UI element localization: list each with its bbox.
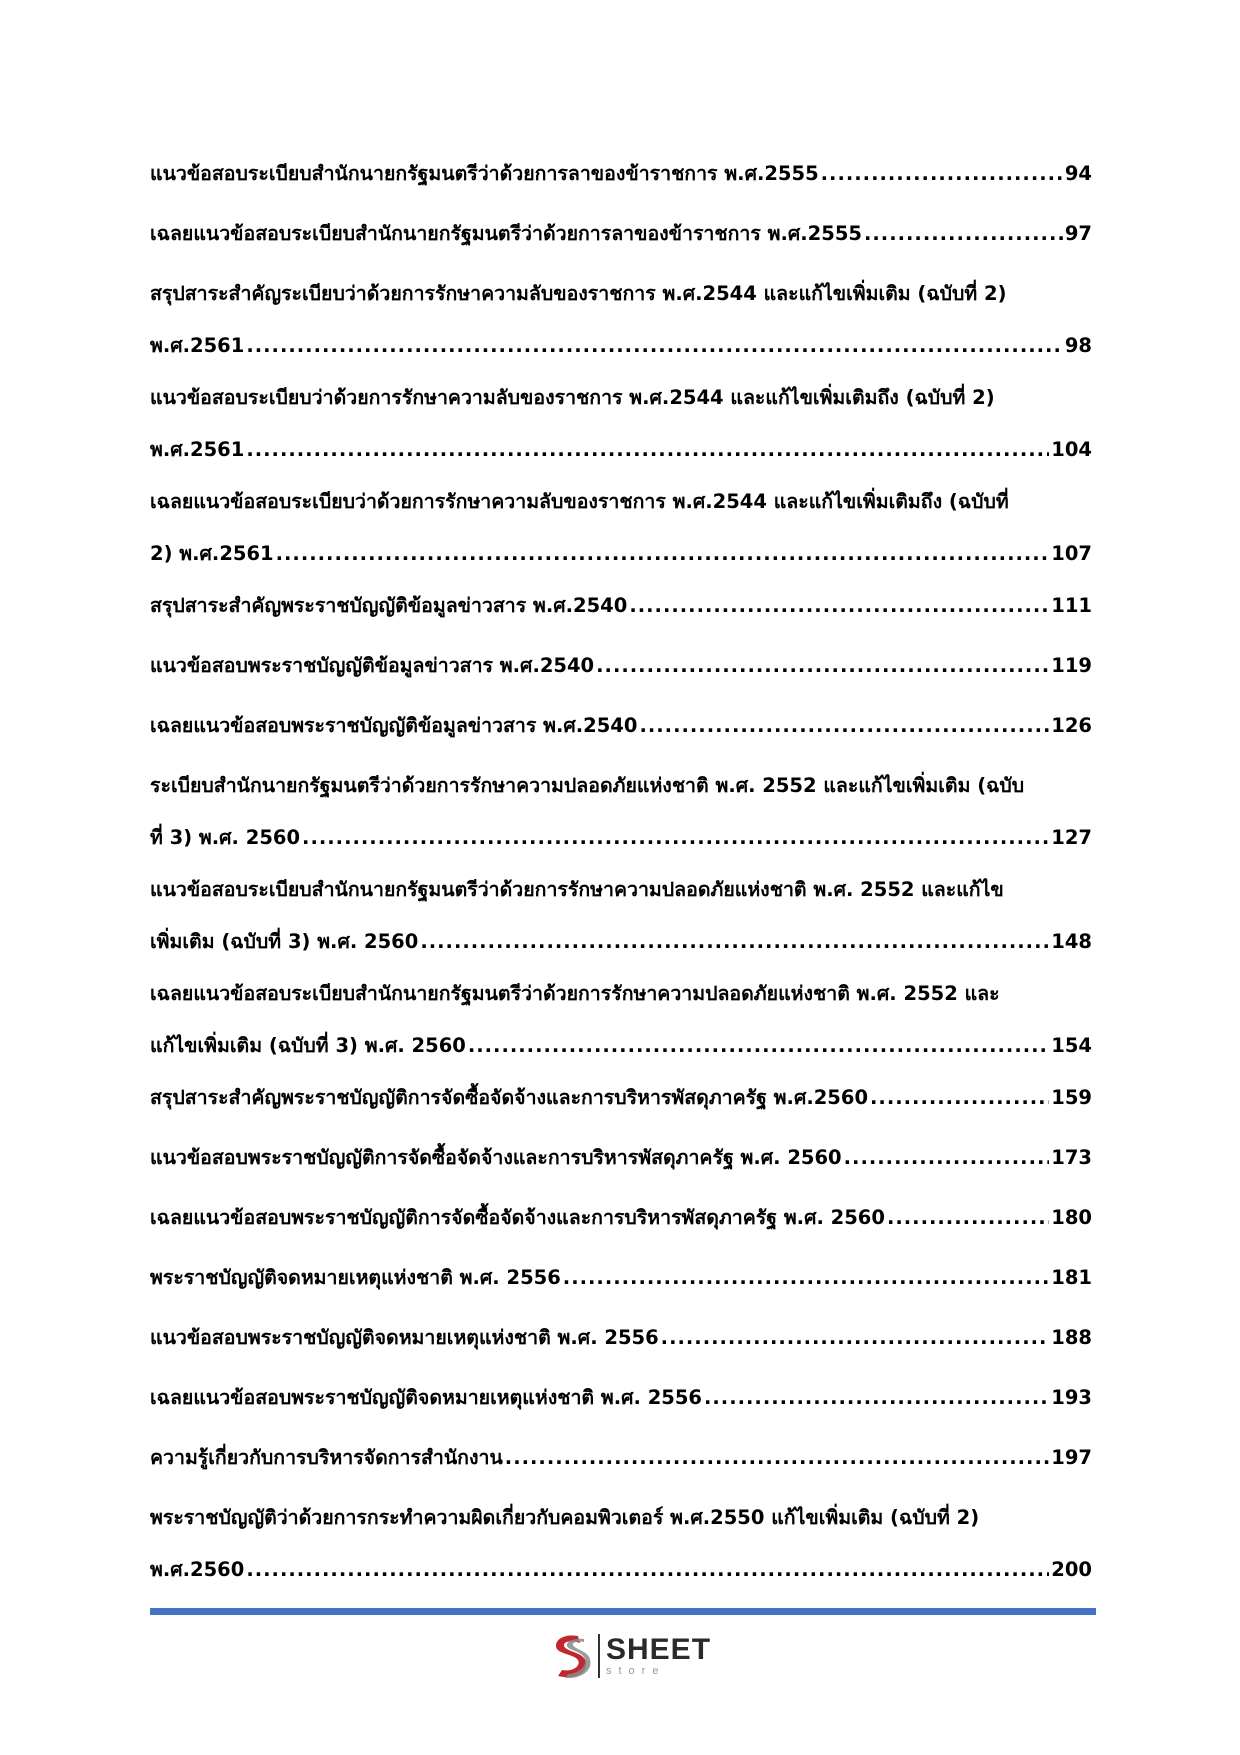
toc-entry-page: 159 — [1051, 1086, 1092, 1109]
dot-leader — [661, 1312, 1050, 1364]
toc-entry-page: 197 — [1051, 1446, 1092, 1469]
toc-entry[interactable] — [150, 640, 1092, 692]
toc-entry[interactable] — [150, 1492, 1092, 1596]
toc-entry-title: เฉลยแนวข้อสอบพระราชบัญญัติการจัดซื้อจัดจ้างและการบริหารพัสดุภาครัฐ พ.ศ. 2560 — [150, 1206, 885, 1229]
toc-entry[interactable] — [150, 1312, 1092, 1364]
dot-leader — [870, 1072, 1049, 1124]
toc-entry[interactable] — [150, 1372, 1092, 1424]
footer-rule — [150, 1608, 1096, 1615]
toc-entry-title: เฉลยแนวข้อสอบระเบียบสำนักนายกรัฐมนตรีว่าด้วยการลาของข้าราชการ พ.ศ.2555 — [150, 222, 862, 245]
dot-leader — [246, 320, 1063, 372]
dot-leader — [276, 528, 1050, 580]
brand-name: SHEET — [606, 1633, 712, 1666]
toc-entry-page: 173 — [1051, 1146, 1092, 1169]
dot-leader — [596, 640, 1049, 692]
toc-entry-page: 98 — [1064, 334, 1092, 357]
toc-entry-title: เฉลยแนวข้อสอบพระราชบัญญัติข้อมูลข่าวสาร พ.ศ.2540 — [150, 714, 638, 737]
toc-entry[interactable] — [150, 476, 1092, 580]
dot-leader — [302, 812, 1049, 864]
toc-entry[interactable] — [150, 1192, 1092, 1244]
toc-entry-page: 148 — [1051, 930, 1092, 953]
toc-entry-title: ระเบียบสำนักนายกรัฐมนตรีว่าด้วยการรักษาความปลอดภัยแห่งชาติ พ.ศ. 2552 และแก้ไขเพิ่มเติม (ฉบับ — [150, 774, 1025, 797]
toc-entry-title: แนวข้อสอบระเบียบสำนักนายกรัฐมนตรีว่าด้วยการลาของข้าราชการ พ.ศ.2555 — [150, 162, 819, 185]
toc-entry[interactable] — [150, 1252, 1092, 1304]
toc-entry[interactable] — [150, 700, 1092, 752]
dot-leader — [246, 1544, 1049, 1596]
toc-entry-page: 94 — [1064, 162, 1092, 185]
dot-leader — [704, 1372, 1049, 1424]
dot-leader — [844, 1132, 1050, 1184]
dot-leader — [864, 208, 1063, 260]
dot-leader — [821, 148, 1063, 200]
toc-entry-title-cont: เพิ่มเติม (ฉบับที่ 3) พ.ศ. 2560 — [150, 930, 419, 953]
dot-leader — [629, 580, 1049, 632]
toc-entry-page: 188 — [1051, 1326, 1092, 1349]
toc-entry[interactable] — [150, 208, 1092, 260]
toc-entry-page: 126 — [1051, 714, 1092, 737]
dot-leader — [639, 700, 1049, 752]
toc-entry-title: เฉลยแนวข้อสอบระเบียบสำนักนายกรัฐมนตรีว่าด้วยการรักษาความปลอดภัยแห่งชาติ พ.ศ. 2552 และ — [150, 982, 1000, 1005]
toc-entry-title: แนวข้อสอบพระราชบัญญัติข้อมูลข่าวสาร พ.ศ.2540 — [150, 654, 595, 677]
toc-entry-title-cont: พ.ศ.2560 — [150, 1558, 245, 1581]
dot-leader — [505, 1432, 1050, 1484]
toc-entry-title: แนวข้อสอบพระราชบัญญัติจดหมายเหตุแห่งชาติ พ.ศ. 2556 — [150, 1326, 659, 1349]
sheet-store-s-logo-icon — [548, 1630, 594, 1682]
toc-entry-page: 193 — [1051, 1386, 1092, 1409]
brand-wordmark — [606, 1635, 711, 1677]
toc-entry-title: แนวข้อสอบระเบียบสำนักนายกรัฐมนตรีว่าด้วยการรักษาความปลอดภัยแห่งชาติ พ.ศ. 2552 และแก้ไข — [150, 878, 1004, 901]
toc-entry[interactable] — [150, 760, 1092, 864]
toc-entry-title-cont: แก้ไขเพิ่มเติม (ฉบับที่ 3) พ.ศ. 2560 — [150, 1034, 466, 1057]
toc-entry[interactable] — [150, 1072, 1092, 1124]
toc-entry-page: 111 — [1051, 594, 1092, 617]
toc-entry-page: 104 — [1051, 438, 1092, 461]
toc-entry[interactable] — [150, 1432, 1092, 1484]
toc-entry-title: ความรู้เกี่ยวกับการบริหารจัดการสำนักงาน — [150, 1446, 503, 1469]
toc-entry-title-cont: 2) พ.ศ.2561 — [150, 542, 274, 565]
toc-entry[interactable] — [150, 268, 1092, 372]
toc-entry[interactable] — [150, 968, 1092, 1072]
toc-entry[interactable] — [150, 1132, 1092, 1184]
toc-entry-page: 127 — [1051, 826, 1092, 849]
dot-leader — [246, 424, 1049, 476]
toc-entry-title-cont: พ.ศ.2561 — [150, 438, 245, 461]
toc-entry[interactable] — [150, 148, 1092, 200]
toc-entry-title: แนวข้อสอบระเบียบว่าด้วยการรักษาความลับของราชการ พ.ศ.2544 และแก้ไขเพิ่มเติมถึง (ฉบับที่ 2) — [150, 386, 995, 409]
toc-entry-page: 180 — [1051, 1206, 1092, 1229]
toc-entry-title-cont: ที่ 3) พ.ศ. 2560 — [150, 826, 301, 849]
toc-entry-title: เฉลยแนวข้อสอบระเบียบว่าด้วยการรักษาความลับของราชการ พ.ศ.2544 และแก้ไขเพิ่มเติมถึง (ฉบับที่ — [150, 490, 1009, 513]
toc-entry-page: 181 — [1051, 1266, 1092, 1289]
toc-entry-page: 200 — [1051, 1558, 1092, 1581]
toc-entry-title-cont: พ.ศ.2561 — [150, 334, 245, 357]
toc-entry-page: 154 — [1051, 1034, 1092, 1057]
toc-entry-title: พระราชบัญญัติจดหมายเหตุแห่งชาติ พ.ศ. 2556 — [150, 1266, 561, 1289]
toc-entry-title: เฉลยแนวข้อสอบพระราชบัญญัติจดหมายเหตุแห่งชาติ พ.ศ. 2556 — [150, 1386, 702, 1409]
dot-leader — [468, 1020, 1049, 1072]
toc-entry-title: พระราชบัญญัติว่าด้วยการกระทำความผิดเกี่ยวกับคอมพิวเตอร์ พ.ศ.2550 แก้ไขเพิ่มเติม (ฉบับที่ 2) — [150, 1506, 980, 1529]
toc-entry[interactable] — [150, 580, 1092, 632]
dot-leader — [420, 916, 1049, 968]
toc-entry[interactable] — [150, 864, 1092, 968]
footer-logo — [548, 1630, 711, 1682]
toc-entry-page: 119 — [1051, 654, 1092, 677]
toc-entry[interactable] — [150, 372, 1092, 476]
toc-entry-title: สรุปสาระสำคัญพระราชบัญญัติข้อมูลข่าวสาร พ.ศ.2540 — [150, 594, 628, 617]
toc-entry-title: สรุปสาระสำคัญพระราชบัญญัติการจัดซื้อจัดจ้างและการบริหารพัสดุภาครัฐ พ.ศ.2560 — [150, 1086, 869, 1109]
toc-entry-title: แนวข้อสอบพระราชบัญญัติการจัดซื้อจัดจ้างและการบริหารพัสดุภาครัฐ พ.ศ. 2560 — [150, 1146, 842, 1169]
logo-divider — [598, 1634, 600, 1678]
dot-leader — [887, 1192, 1049, 1244]
brand-sub: store — [606, 1665, 666, 1677]
toc-entry-page: 107 — [1051, 542, 1092, 565]
toc-entry-title: สรุปสาระสำคัญระเบียบว่าด้วยการรักษาความลับของราชการ พ.ศ.2544 และแก้ไขเพิ่มเติม (ฉบับที่ 2) — [150, 282, 1007, 305]
dot-leader — [563, 1252, 1050, 1304]
toc-entry-page: 97 — [1064, 222, 1092, 245]
